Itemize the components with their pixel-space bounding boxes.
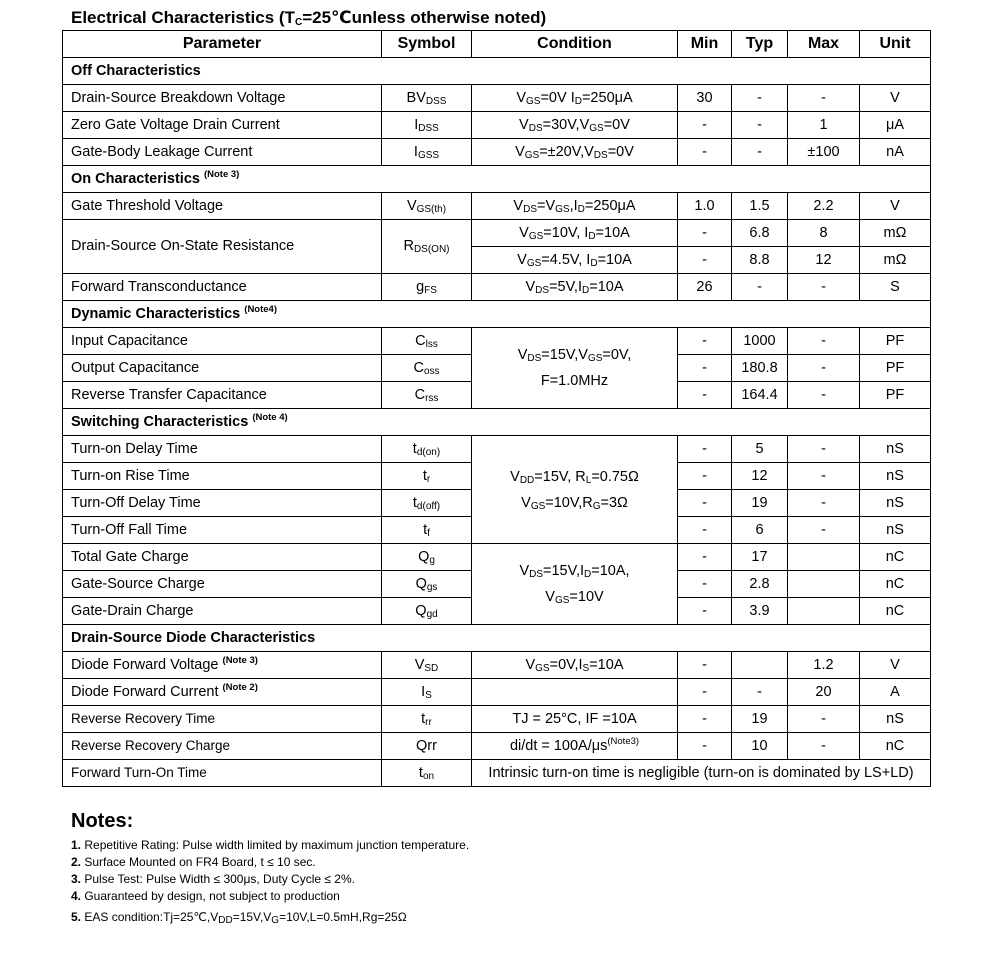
unit-cell: nC	[860, 571, 931, 598]
param-cell: Reverse Recovery Time	[63, 706, 382, 733]
symbol-cell: $t_r$	[382, 463, 472, 490]
condition-cell: TJ = 25°C, IF =10A	[472, 706, 678, 733]
typ-cell: 6	[732, 517, 788, 544]
min-cell: -	[678, 463, 732, 490]
condition-cell: Intrinsic turn-on time is negligible (turn-on is dominated by LS+LD)	[472, 760, 931, 787]
condition-cell: $V_{GS}=\pm 20V,V_{DS}=0V$	[472, 139, 678, 166]
min-cell: -	[678, 490, 732, 517]
param-cell: Gate-Source Charge	[63, 571, 382, 598]
max-cell: -	[788, 517, 860, 544]
typ-cell: 10	[732, 733, 788, 760]
min-cell: -	[678, 355, 732, 382]
symbol-cell: $I_{DSS}$	[382, 112, 472, 139]
param-cell: Turn-on Delay Time	[63, 436, 382, 463]
max-cell	[788, 544, 860, 571]
condition-cell: $di/dt = 100A/\mu s^{(Note3)}$	[472, 733, 678, 760]
symbol-cell: $V_{SD}$	[382, 652, 472, 679]
unit-cell: nS	[860, 436, 931, 463]
table-row	[63, 733, 931, 760]
max-cell: -	[788, 706, 860, 733]
section-diode: Drain-Source Diode Characteristics	[63, 625, 931, 652]
param-cell: Turn-on Rise Time	[63, 463, 382, 490]
condition-cell: $V_{DS}=15V,I_D=10A$, $V_{GS}=10V$	[472, 544, 678, 625]
symbol-cell: $I_S$	[382, 679, 472, 706]
max-cell: 1	[788, 112, 860, 139]
note-5: 5. EAS $condition:Tj=25℃,V_{DD}=15V,V_G=10V,L=0.5mH,Rg=25\Omega$	[71, 910, 407, 926]
symbol-cell: $I_{GSS}$	[382, 139, 472, 166]
note-4: 4. Guaranteed by design, not subject to production	[71, 889, 340, 903]
max-cell: 20	[788, 679, 860, 706]
condition-cell: $V_{DS}=15V,V_{GS}=0V$, F=1.0MHz	[472, 328, 678, 409]
unit-cell: nS	[860, 490, 931, 517]
typ-cell: -	[732, 679, 788, 706]
header-typ: Typ	[732, 31, 788, 58]
symbol-cell: Qrr	[382, 733, 472, 760]
unit-cell: S	[860, 274, 931, 301]
table-row	[63, 85, 931, 112]
unit-cell: nS	[860, 463, 931, 490]
note-2: 2. Surface Mounted on FR4 Board, t ≤ 10 sec.	[71, 855, 316, 869]
param-cell: Output Capacitance	[63, 355, 382, 382]
param-cell: Gate Threshold Voltage	[63, 193, 382, 220]
title-rest: =25℃unless otherwise noted)	[302, 8, 547, 27]
symbol-cell: $g_{FS}$	[382, 274, 472, 301]
table-row	[63, 544, 931, 571]
condition-cell: $V_{GS}=10V$, $I_D=10A$	[472, 220, 678, 247]
note-1: 1. Repetitive Rating: Pulse width limited by maximum junction temperature.	[71, 838, 470, 852]
symbol-cell: $C_{lss}$	[382, 328, 472, 355]
note-3: 3. Pulse Test: Pulse Width ≤ 300μs, Duty Cycle ≤ 2%.	[71, 872, 355, 886]
typ-cell: 180.8	[732, 355, 788, 382]
max-cell	[788, 571, 860, 598]
section-dynamic: Dynamic Characteristics $^{(Note4)}$	[63, 301, 931, 328]
section-off: Off Characteristics	[63, 58, 931, 85]
typ-cell	[732, 652, 788, 679]
max-cell: 8	[788, 220, 860, 247]
section-switching: Switching Characteristics $^{(Note 4)}$	[63, 409, 931, 436]
typ-cell: 12	[732, 463, 788, 490]
table-row	[63, 706, 931, 733]
min-cell: -	[678, 679, 732, 706]
typ-cell: 19	[732, 706, 788, 733]
param-cell: Turn-Off Fall Time	[63, 517, 382, 544]
unit-cell: PF	[860, 382, 931, 409]
table-row	[63, 220, 931, 247]
param-cell: Forward Turn-On Time	[63, 760, 382, 787]
symbol-cell: $C_{rss}$	[382, 382, 472, 409]
max-cell: 12	[788, 247, 860, 274]
symbol-cell: $C_{oss}$	[382, 355, 472, 382]
condition-cell: $V_{GS}=0V$ $I_D=250\mu A$	[472, 85, 678, 112]
symbol-cell: $Q_{gs}$	[382, 571, 472, 598]
param-cell: Gate-Drain Charge	[63, 598, 382, 625]
max-cell: -	[788, 274, 860, 301]
header-row	[63, 31, 931, 58]
table-row	[63, 760, 931, 787]
symbol-cell: $t_{on}$	[382, 760, 472, 787]
symbol-cell: $t_{d(on)}$	[382, 436, 472, 463]
unit-cell: V	[860, 85, 931, 112]
symbol-cell: $Q_{gd}$	[382, 598, 472, 625]
param-cell: Diode Forward Current $^{(Note 2)}$	[63, 679, 382, 706]
unit-cell: nA	[860, 139, 931, 166]
unit-cell: μA	[860, 112, 931, 139]
title-main: Electrical Characteristics (T	[71, 8, 295, 27]
max-cell: -	[788, 436, 860, 463]
min-cell: -	[678, 652, 732, 679]
min-cell: 26	[678, 274, 732, 301]
section-row-off	[63, 58, 931, 85]
symbol-cell: $Q_g$	[382, 544, 472, 571]
min-cell: -	[678, 112, 732, 139]
typ-cell: 1000	[732, 328, 788, 355]
condition-cell: $V_{DS}=30V,V_{GS}=0V$	[472, 112, 678, 139]
unit-cell: nC	[860, 598, 931, 625]
section-row-on	[63, 166, 931, 193]
max-cell: -	[788, 490, 860, 517]
param-cell: Gate-Body Leakage Current	[63, 139, 382, 166]
unit-cell: PF	[860, 355, 931, 382]
section-row-switching	[63, 409, 931, 436]
unit-cell: PF	[860, 328, 931, 355]
symbol-cell: $t_{rr}$	[382, 706, 472, 733]
header-max: Max	[788, 31, 860, 58]
symbol-cell: $BV_{DSS}$	[382, 85, 472, 112]
condition-cell: $V_{DD}=15V$, $R_L=0.75\Omega$ $V_{GS}=10V,R_G=3\Omega$	[472, 436, 678, 544]
max-cell: -	[788, 85, 860, 112]
header-unit: Unit	[860, 31, 931, 58]
param-cell: Diode Forward Voltage $^{(Note 3)}$	[63, 652, 382, 679]
min-cell: -	[678, 544, 732, 571]
typ-cell: -	[732, 139, 788, 166]
typ-cell: 3.9	[732, 598, 788, 625]
min-cell: -	[678, 328, 732, 355]
typ-cell: -	[732, 274, 788, 301]
unit-cell: nC	[860, 733, 931, 760]
max-cell: 2.2	[788, 193, 860, 220]
max-cell: -	[788, 328, 860, 355]
param-cell: Drain-Source On-State Resistance	[63, 220, 382, 274]
typ-cell: 8.8	[732, 247, 788, 274]
table-row	[63, 328, 931, 355]
table-row	[63, 139, 931, 166]
min-cell: 30	[678, 85, 732, 112]
min-cell: -	[678, 139, 732, 166]
min-cell: -	[678, 733, 732, 760]
condition-cell: $V_{DS}=V_{GS},I_D=250\mu A$	[472, 193, 678, 220]
typ-cell: 164.4	[732, 382, 788, 409]
param-cell: Drain-Source Breakdown Voltage	[63, 85, 382, 112]
section-row-diode	[63, 625, 931, 652]
condition-cell	[472, 679, 678, 706]
header-symbol: Symbol	[382, 31, 472, 58]
header-parameter: Parameter	[63, 31, 382, 58]
max-cell: -	[788, 382, 860, 409]
electrical-characteristics-table	[62, 30, 931, 787]
typ-cell: -	[732, 112, 788, 139]
title-sub: C	[294, 17, 303, 28]
unit-cell: nC	[860, 544, 931, 571]
condition-cell: $V_{DS}=5V,I_D=10A$	[472, 274, 678, 301]
typ-cell: 17	[732, 544, 788, 571]
symbol-cell: $t_f$	[382, 517, 472, 544]
param-cell: Turn-Off Delay Time	[63, 490, 382, 517]
max-cell: -	[788, 355, 860, 382]
unit-cell: V	[860, 193, 931, 220]
param-cell: Reverse Transfer Capacitance	[63, 382, 382, 409]
unit-cell: V	[860, 652, 931, 679]
param-cell: Forward Transconductance	[63, 274, 382, 301]
typ-cell: 2.8	[732, 571, 788, 598]
table-row	[63, 193, 931, 220]
min-cell: -	[678, 220, 732, 247]
page-title	[71, 8, 546, 28]
typ-cell: 6.8	[732, 220, 788, 247]
min-cell: -	[678, 571, 732, 598]
min-cell: -	[678, 436, 732, 463]
typ-cell: 19	[732, 490, 788, 517]
symbol-cell: $R_{DS(ON)}$	[382, 220, 472, 274]
condition-cell: $V_{GS}=4.5V$, $I_D=10A$	[472, 247, 678, 274]
typ-cell: -	[732, 85, 788, 112]
max-cell	[788, 598, 860, 625]
min-cell: -	[678, 517, 732, 544]
param-cell: Total Gate Charge	[63, 544, 382, 571]
table-row	[63, 112, 931, 139]
min-cell: -	[678, 598, 732, 625]
condition-cell: $V_{GS}=0V,I_S=10A$	[472, 652, 678, 679]
table-row	[63, 652, 931, 679]
symbol-cell: $V_{GS(th)}$	[382, 193, 472, 220]
max-cell: 1.2	[788, 652, 860, 679]
header-min: Min	[678, 31, 732, 58]
min-cell: -	[678, 706, 732, 733]
unit-cell: mΩ	[860, 247, 931, 274]
param-cell: Zero Gate Voltage Drain Current	[63, 112, 382, 139]
typ-cell: 1.5	[732, 193, 788, 220]
section-on: On Characteristics $^{(Note 3)}$	[63, 166, 931, 193]
section-row-dynamic	[63, 301, 931, 328]
header-condition: Condition	[472, 31, 678, 58]
unit-cell: nS	[860, 706, 931, 733]
symbol-cell: $t_{d(off)}$	[382, 490, 472, 517]
max-cell: -	[788, 463, 860, 490]
unit-cell: mΩ	[860, 220, 931, 247]
param-cell: Reverse Recovery Charge	[63, 733, 382, 760]
min-cell: 1.0	[678, 193, 732, 220]
min-cell: -	[678, 382, 732, 409]
notes-section	[71, 810, 469, 926]
table-row	[63, 679, 931, 706]
table-row	[63, 436, 931, 463]
unit-cell: A	[860, 679, 931, 706]
table-row	[63, 274, 931, 301]
param-cell: Input Capacitance	[63, 328, 382, 355]
typ-cell: 5	[732, 436, 788, 463]
min-cell: -	[678, 247, 732, 274]
max-cell: -	[788, 733, 860, 760]
unit-cell: nS	[860, 517, 931, 544]
notes-title: Notes:	[71, 810, 134, 832]
max-cell: ±100	[788, 139, 860, 166]
